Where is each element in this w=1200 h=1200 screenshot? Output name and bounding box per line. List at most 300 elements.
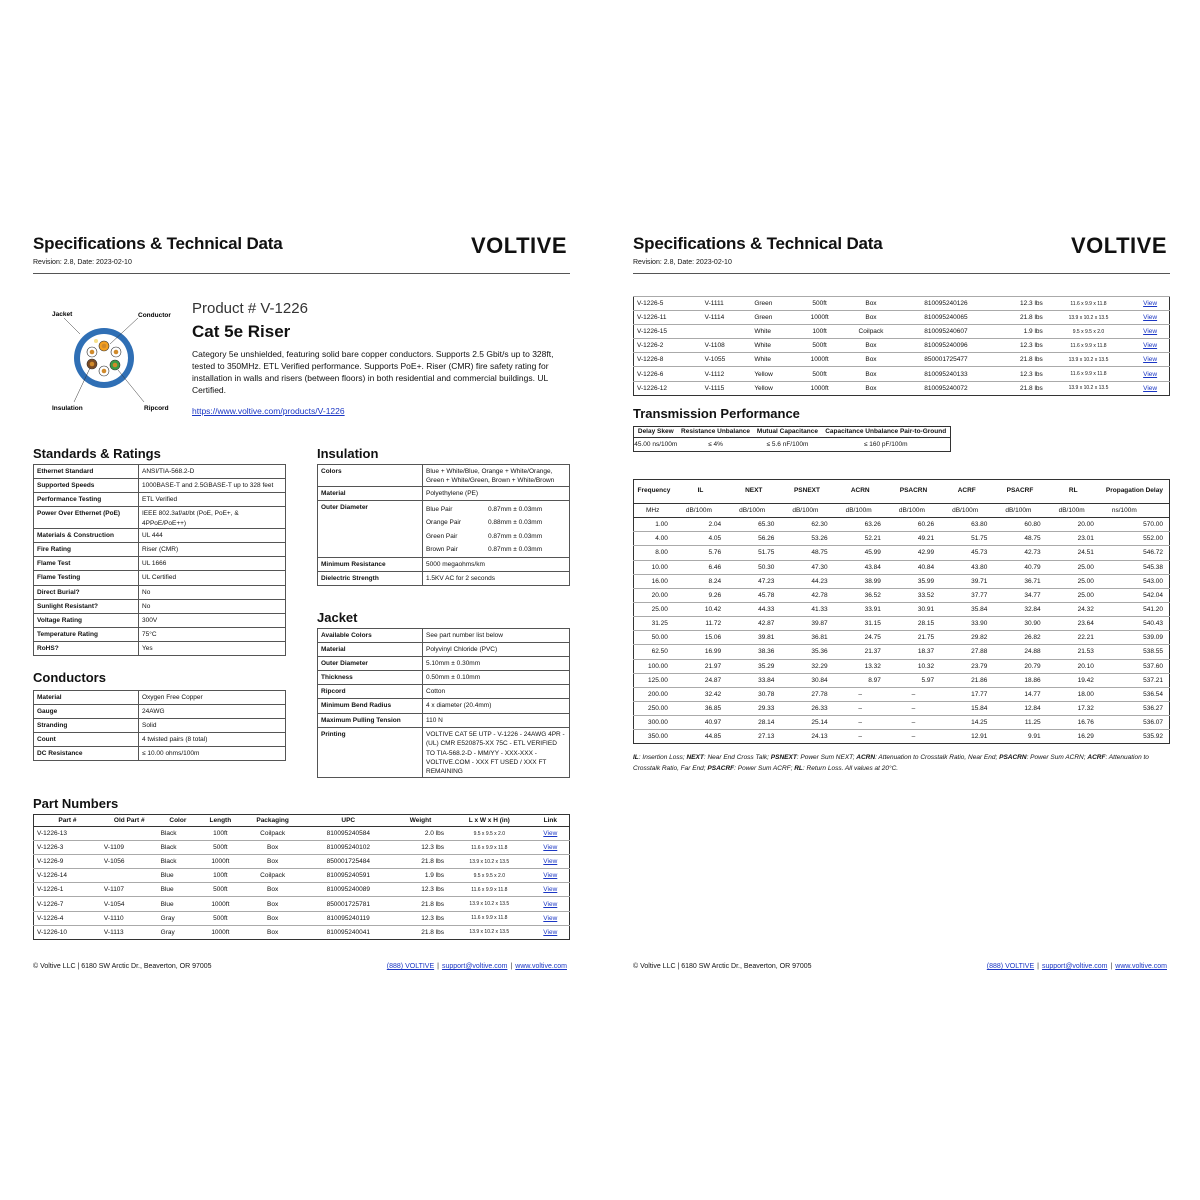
footer-website-link[interactable]: www.voltive.com — [1115, 963, 1167, 970]
view-link[interactable]: View — [1143, 384, 1158, 392]
data-cell: 14.25 — [940, 716, 993, 730]
cell-color: White — [751, 339, 797, 353]
view-link[interactable]: View — [1143, 300, 1158, 308]
cell-part-number: V-1226-2 — [634, 339, 702, 353]
footer-email-link[interactable]: support@voltive.com — [441, 963, 508, 970]
spec-value: No — [139, 599, 286, 613]
cell-length: 1000ft — [797, 353, 842, 367]
summary-header: Delay Skew — [637, 428, 674, 435]
abbreviation-legend — [633, 752, 1173, 775]
insulation-material-row — [318, 486, 570, 500]
cell-part-number: V-1226-4 — [34, 911, 101, 925]
data-cell: 36.81 — [780, 631, 833, 645]
data-cell: – — [887, 730, 940, 744]
spec-value: ≤ 10.00 ohms/100m — [139, 747, 286, 761]
cell-dimensions: 9.5 x 9.5 x 2.0 — [447, 869, 532, 883]
cell-dimensions: 11.6 x 9.9 x 11.8 — [1046, 339, 1131, 353]
page-footer — [633, 963, 1167, 970]
legend-definition: : Power Sum NEXT; — [796, 754, 857, 761]
od-pair-label: Blue Pair — [426, 505, 453, 513]
footer-website-link[interactable]: www.voltive.com — [515, 963, 567, 970]
cell-packaging: Box — [243, 855, 303, 869]
cell-length: 1000ft — [198, 925, 242, 939]
jacket-rows — [318, 629, 570, 778]
data-cell: 48.75 — [780, 546, 833, 560]
od-pair-label: Green Pair — [426, 532, 458, 540]
part-numbers-continued-rows — [634, 297, 1170, 396]
cell-old-part-number: V-1112 — [702, 367, 752, 381]
frequency-performance-table — [633, 479, 1170, 744]
spec-value: VOLTIVE CAT 5E UTP - V-1226 - 24AWG 4PR - (UL) CMR E520875-XX 75C - ETL VERIFIED TO TIA-568.2-D - MM/YY - XXX-XXX - VOLTIVE.COM - XXX FT USED / XXX FT REMAINING — [423, 727, 570, 777]
spec-row — [318, 685, 570, 699]
data-cell: 39.87 — [780, 617, 833, 631]
footer-phone-link[interactable]: (888) VOLTIVE — [986, 963, 1035, 970]
label-ripcord: Ripcord — [144, 405, 169, 412]
frequency-rows — [634, 504, 1170, 744]
view-link[interactable]: View — [543, 844, 558, 852]
data-cell: 535.92 — [1100, 730, 1170, 744]
insulation-od-row — [318, 500, 570, 557]
data-cell: 33.91 — [834, 602, 887, 616]
data-cell: 16.99 — [674, 645, 727, 659]
cell-upc: 850001725477 — [900, 353, 992, 367]
column-header-old-part-number: Old Part # — [101, 815, 158, 827]
data-cell: 10.32 — [887, 659, 940, 673]
view-link[interactable]: View — [1143, 370, 1158, 378]
legend-term: PSACRF — [707, 765, 735, 773]
data-cell: 42.99 — [887, 546, 940, 560]
data-cell: 32.84 — [993, 602, 1046, 616]
unit-cell: dB/100m — [940, 504, 993, 518]
footer-contact — [387, 963, 567, 970]
spec-key: Minimum Resistance — [318, 557, 423, 571]
footer-email-link[interactable]: support@voltive.com — [1041, 963, 1108, 970]
cell-old-part-number: V-1107 — [101, 883, 158, 897]
unit-cell: MHz — [634, 504, 674, 518]
cell-old-part-number: V-1055 — [702, 353, 752, 367]
data-cell: 42.73 — [993, 546, 1046, 560]
cell-part-number: V-1226-3 — [34, 841, 101, 855]
data-cell: 21.75 — [887, 631, 940, 645]
cell-old-part-number: V-1054 — [101, 897, 158, 911]
spec-value: UL Certified — [139, 571, 286, 585]
cell-link — [1131, 325, 1169, 339]
data-cell: 11.72 — [674, 617, 727, 631]
cell-color: Yellow — [751, 381, 797, 395]
data-cell: 63.26 — [834, 518, 887, 532]
cell-upc: 810095240591 — [303, 869, 394, 883]
cell-old-part-number — [101, 869, 158, 883]
data-cell: 9.26 — [674, 588, 727, 602]
data-cell: 30.78 — [727, 687, 780, 701]
legend-term: PSACRN — [999, 754, 1027, 761]
data-cell: 21.97 — [674, 659, 727, 673]
data-cell: 20.00 — [1047, 518, 1100, 532]
spec-row — [34, 613, 286, 627]
spec-value: 75°C — [139, 627, 286, 641]
cell-dimensions: 13.9 x 10.2 x 13.5 — [447, 925, 532, 939]
data-cell: 538.55 — [1100, 645, 1170, 659]
cell-upc: 810095240584 — [303, 827, 394, 841]
data-cell: 35.99 — [887, 574, 940, 588]
data-cell: 24.13 — [780, 730, 833, 744]
cell-weight: 12.3 lbs — [992, 297, 1046, 311]
cell-upc: 810095240126 — [900, 297, 992, 311]
spec-key: Available Colors — [318, 629, 423, 643]
cell-dimensions: 13.9 x 10.2 x 13.5 — [447, 897, 532, 911]
data-cell: 37.77 — [940, 588, 993, 602]
cell-part-number: V-1226-7 — [34, 897, 101, 911]
cell-link — [532, 897, 570, 911]
cell-length: 500ft — [797, 297, 842, 311]
data-cell: 33.52 — [887, 588, 940, 602]
view-link[interactable]: View — [543, 886, 558, 894]
table-row — [634, 574, 1170, 588]
view-link[interactable]: View — [1143, 356, 1158, 364]
view-link[interactable]: View — [543, 928, 558, 936]
conductor-core — [90, 362, 95, 367]
cell-old-part-number — [702, 325, 752, 339]
data-cell: 51.75 — [940, 532, 993, 546]
data-cell: 16.76 — [1047, 716, 1100, 730]
cell-weight: 12.3 lbs — [992, 367, 1046, 381]
data-cell: 43.80 — [940, 560, 993, 574]
cell-part-number: V-1226-11 — [634, 311, 702, 325]
table-row — [34, 883, 570, 897]
data-cell: 536.27 — [1100, 701, 1170, 715]
view-link[interactable]: View — [1143, 314, 1158, 322]
part-numbers-header — [34, 815, 570, 827]
view-link[interactable]: View — [543, 900, 558, 908]
cell-length: 1000ft — [198, 855, 242, 869]
view-link[interactable]: View — [543, 830, 558, 838]
spec-row — [318, 657, 570, 671]
data-cell: 15.06 — [674, 631, 727, 645]
data-cell: 10.00 — [634, 560, 674, 574]
spec-value: 4 twisted pairs (8 total) — [139, 733, 286, 747]
label-insulation: Insulation — [52, 405, 83, 412]
spec-value: 300V — [139, 613, 286, 627]
spec-key: Thickness — [318, 671, 423, 685]
data-cell: 35.29 — [727, 659, 780, 673]
legend-definition: : Attenuation to Crosstalk Ratio, Near End; — [875, 754, 1000, 761]
frequency-column-header: Propagation Delay — [1105, 487, 1163, 495]
leader-line — [118, 370, 144, 402]
column-header-upc: UPC — [303, 815, 394, 827]
data-cell: 100.00 — [634, 659, 674, 673]
cell-dimensions: 11.6 x 9.9 x 11.8 — [1046, 367, 1131, 381]
cell-packaging: Box — [842, 339, 900, 353]
spec-value: No — [139, 585, 286, 599]
cell-link — [1131, 353, 1169, 367]
od-subtable — [423, 500, 570, 557]
footer-separator: | — [1037, 963, 1039, 970]
table-row — [634, 687, 1170, 701]
spec-row — [318, 727, 570, 777]
data-cell: 542.04 — [1100, 588, 1170, 602]
data-cell: 48.75 — [993, 532, 1046, 546]
label-jacket: Jacket — [52, 311, 73, 318]
page-title: Specifications & Technical Data — [33, 234, 283, 253]
spec-value: UL 1666 — [139, 557, 286, 571]
data-cell: 541.20 — [1100, 602, 1170, 616]
cell-weight: 12.3 lbs — [992, 339, 1046, 353]
cell-upc: 810095240607 — [900, 325, 992, 339]
cell-packaging: Box — [243, 841, 303, 855]
data-cell: 9.91 — [993, 730, 1046, 744]
conductors-title: Conductors — [33, 670, 106, 685]
label-conductor: Conductor — [138, 312, 171, 319]
table-row — [34, 869, 570, 883]
data-cell: 15.84 — [940, 701, 993, 715]
data-cell: 546.72 — [1100, 546, 1170, 560]
data-cell: 8.97 — [834, 673, 887, 687]
cell-dimensions: 11.6 x 9.9 x 11.8 — [1046, 297, 1131, 311]
frequency-column-header: PSNEXT — [793, 487, 820, 495]
data-cell: 25.00 — [634, 602, 674, 616]
cell-upc: 810095240119 — [303, 911, 394, 925]
spec-row — [318, 557, 570, 571]
view-link[interactable]: View — [543, 872, 558, 880]
data-cell: 26.33 — [780, 701, 833, 715]
spec-key: Maximum Pulling Tension — [318, 713, 423, 727]
legend-definition: : Power Sum ACRF; — [734, 765, 795, 773]
data-cell: 24.87 — [674, 673, 727, 687]
cell-packaging: Box — [842, 297, 900, 311]
spec-key: Printing — [318, 727, 423, 777]
data-cell: 36.85 — [674, 701, 727, 715]
spec-row — [34, 641, 286, 655]
data-cell: 21.53 — [1047, 645, 1100, 659]
conductor-core — [102, 369, 107, 374]
data-cell: 537.21 — [1100, 673, 1170, 687]
table-row — [34, 841, 570, 855]
cell-color: Black — [158, 841, 198, 855]
cell-link — [1131, 297, 1169, 311]
product-url-link[interactable]: https://www.voltive.com/products/V-1226 — [192, 406, 345, 416]
data-cell: – — [834, 730, 887, 744]
data-cell: 27.88 — [940, 645, 993, 659]
spec-value: IEEE 802.3af/at/bt (PoE, PoE+, & 4PPoE/PoE++) — [139, 507, 286, 529]
spec-row — [34, 493, 286, 507]
cell-link — [1131, 367, 1169, 381]
cell-dimensions: 13.9 x 10.2 x 13.5 — [1046, 353, 1131, 367]
data-cell: 24.51 — [1047, 546, 1100, 560]
od-pair-value: 0.87mm ± 0.03mm — [488, 546, 543, 554]
data-cell: 1.00 — [634, 518, 674, 532]
data-cell: 38.99 — [834, 574, 887, 588]
cell-color: Black — [158, 855, 198, 869]
data-cell: 45.78 — [727, 588, 780, 602]
column-header-weight: Weight — [394, 815, 447, 827]
data-cell: – — [834, 716, 887, 730]
cell-upc: 810095240102 — [303, 841, 394, 855]
cell-length: 1000ft — [797, 311, 842, 325]
spec-row — [34, 479, 286, 493]
column-header-dimensions: L x W x H (in) — [447, 815, 532, 827]
footer-separator: | — [510, 963, 513, 970]
data-cell: 42.78 — [780, 588, 833, 602]
spec-row — [34, 507, 286, 529]
spec-value: ANSI/TIA-568.2-D — [139, 465, 286, 479]
spec-key: Materials & Construction — [34, 529, 139, 543]
spec-key: Minimum Bend Radius — [318, 699, 423, 713]
cell-upc: 810095240072 — [900, 381, 992, 395]
column-header-length: Length — [198, 815, 242, 827]
data-cell: 540.43 — [1100, 617, 1170, 631]
data-cell: 200.00 — [634, 687, 674, 701]
cell-upc: 810095240065 — [900, 311, 992, 325]
view-link[interactable]: View — [1143, 342, 1158, 350]
revision-text: Revision: 2.8, Date: 2023-02-10 — [33, 259, 132, 266]
data-cell: 49.21 — [887, 532, 940, 546]
insulation-rows-after — [318, 557, 570, 585]
table-row — [634, 659, 1170, 673]
spec-key: Material — [318, 643, 423, 657]
legend-definition: : Power Sum ACRN; — [1026, 754, 1088, 761]
spec-key: Stranding — [34, 719, 139, 733]
cell-length: 500ft — [198, 911, 242, 925]
spec-value: 5.10mm ± 0.30mm — [423, 657, 570, 671]
spec-row — [318, 699, 570, 713]
spec-key: Power Over Ethernet (PoE) — [34, 507, 139, 529]
spec-page-2 — [630, 228, 1170, 988]
voltive-logo: VOLTIVE — [471, 233, 567, 258]
table-row — [634, 297, 1170, 311]
data-cell: 16.00 — [634, 574, 674, 588]
spec-value: 1000BASE-T and 2.5GBASE-T up to 328 feet — [139, 479, 286, 493]
data-cell: 14.77 — [993, 687, 1046, 701]
cell-packaging: Coilpack — [842, 325, 900, 339]
data-cell: 65.30 — [727, 518, 780, 532]
spec-key: Voltage Rating — [34, 613, 139, 627]
spec-value: 4 x diameter (20.4mm) — [423, 699, 570, 713]
data-cell: 5.97 — [887, 673, 940, 687]
frequency-column-header: ACRN — [850, 487, 870, 495]
data-cell: – — [834, 701, 887, 715]
cell-part-number: V-1226-13 — [34, 827, 101, 841]
spec-key: Ripcord — [318, 685, 423, 699]
cell-length: 100ft — [198, 869, 242, 883]
spec-row — [34, 599, 286, 613]
frequency-column-header: ACRF — [957, 487, 976, 495]
cell-packaging: Box — [842, 353, 900, 367]
jacket-table — [317, 628, 570, 778]
view-link[interactable]: View — [543, 914, 558, 922]
frequency-column-header: Frequency — [637, 487, 671, 495]
cell-length: 1000ft — [198, 897, 242, 911]
cell-color: Gray — [158, 925, 198, 939]
unit-cell: dB/100m — [887, 504, 940, 518]
data-cell: 56.26 — [727, 532, 780, 546]
od-pair-value: 0.88mm ± 0.03mm — [488, 519, 543, 527]
legend-term: RL — [794, 765, 803, 773]
cell-length: 100ft — [797, 325, 842, 339]
od-subrow — [426, 543, 566, 557]
frequency-column-header: PSACRN — [899, 487, 928, 495]
cell-old-part-number: V-1110 — [101, 911, 158, 925]
spec-key: DC Resistance — [34, 747, 139, 761]
spec-row — [34, 557, 286, 571]
data-cell: 32.29 — [780, 659, 833, 673]
data-cell: 36.71 — [993, 574, 1046, 588]
data-cell: 20.10 — [1047, 659, 1100, 673]
cell-length: 500ft — [797, 367, 842, 381]
data-cell: 50.30 — [727, 560, 780, 574]
footer-address: © Voltive LLC | 6180 SW Arctic Dr., Beaverton, OR 97005 — [633, 963, 812, 970]
data-cell: 18.86 — [993, 673, 1046, 687]
spec-row — [34, 747, 286, 761]
cell-packaging: Box — [842, 311, 900, 325]
spec-key: Material — [34, 691, 139, 705]
data-cell: 17.32 — [1047, 701, 1100, 715]
data-cell: 33.90 — [940, 617, 993, 631]
table-row — [634, 617, 1170, 631]
cell-weight: 21.8 lbs — [992, 381, 1046, 395]
cell-upc: 810095240041 — [303, 925, 394, 939]
unit-cell: dB/100m — [993, 504, 1046, 518]
column-header-packaging: Packaging — [243, 815, 303, 827]
data-cell: 44.23 — [780, 574, 833, 588]
data-cell: 12.84 — [993, 701, 1046, 715]
data-cell: 300.00 — [634, 716, 674, 730]
spec-value: 0.50mm ± 0.10mm — [423, 671, 570, 685]
cell-weight: 12.3 lbs — [394, 911, 447, 925]
table-row — [634, 367, 1170, 381]
data-cell: 25.00 — [1047, 574, 1100, 588]
cell-dimensions: 9.5 x 9.5 x 2.0 — [1046, 325, 1131, 339]
cell-part-number: V-1226-8 — [634, 353, 702, 367]
legend-term: ACRF — [1087, 754, 1106, 761]
spec-key: Count — [34, 733, 139, 747]
spec-value: UL 444 — [139, 529, 286, 543]
table-row — [634, 546, 1170, 560]
data-cell: 20.79 — [993, 659, 1046, 673]
data-cell: 8.24 — [674, 574, 727, 588]
view-link[interactable]: View — [543, 858, 558, 866]
data-cell: 17.77 — [940, 687, 993, 701]
cell-link — [1131, 311, 1169, 325]
data-cell: 536.07 — [1100, 716, 1170, 730]
cell-color: Black — [158, 827, 198, 841]
frequency-column-header: IL — [697, 487, 704, 495]
unit-cell: dB/100m — [727, 504, 780, 518]
footer-phone-link[interactable]: (888) VOLTIVE — [386, 963, 435, 970]
data-cell: 18.00 — [1047, 687, 1100, 701]
data-cell: 2.04 — [674, 518, 727, 532]
spec-row — [34, 571, 286, 585]
legend-definition: : Attenuation to Crosstalk Ratio, Far End; — [633, 754, 1149, 773]
units-row — [634, 504, 1170, 518]
cell-weight: 1.9 lbs — [992, 325, 1046, 339]
cell-color: Yellow — [751, 367, 797, 381]
table-row — [634, 631, 1170, 645]
data-cell: 44.33 — [727, 602, 780, 616]
spec-key: Material — [318, 486, 423, 500]
data-cell: 21.37 — [834, 645, 887, 659]
spec-value: 5000 megaohms/km — [423, 557, 570, 571]
conductors-rows — [34, 691, 286, 761]
data-cell: 25.00 — [1047, 588, 1100, 602]
spec-value: ETL Verified — [139, 493, 286, 507]
view-link[interactable]: View — [1143, 328, 1158, 336]
standards-table — [33, 464, 286, 656]
spec-value: 110 N — [423, 713, 570, 727]
spec-value: Oxygen Free Copper — [139, 691, 286, 705]
table-row — [634, 325, 1170, 339]
cell-part-number: V-1226-1 — [34, 883, 101, 897]
legend-definition: : Near End Cross Talk; — [703, 754, 771, 761]
